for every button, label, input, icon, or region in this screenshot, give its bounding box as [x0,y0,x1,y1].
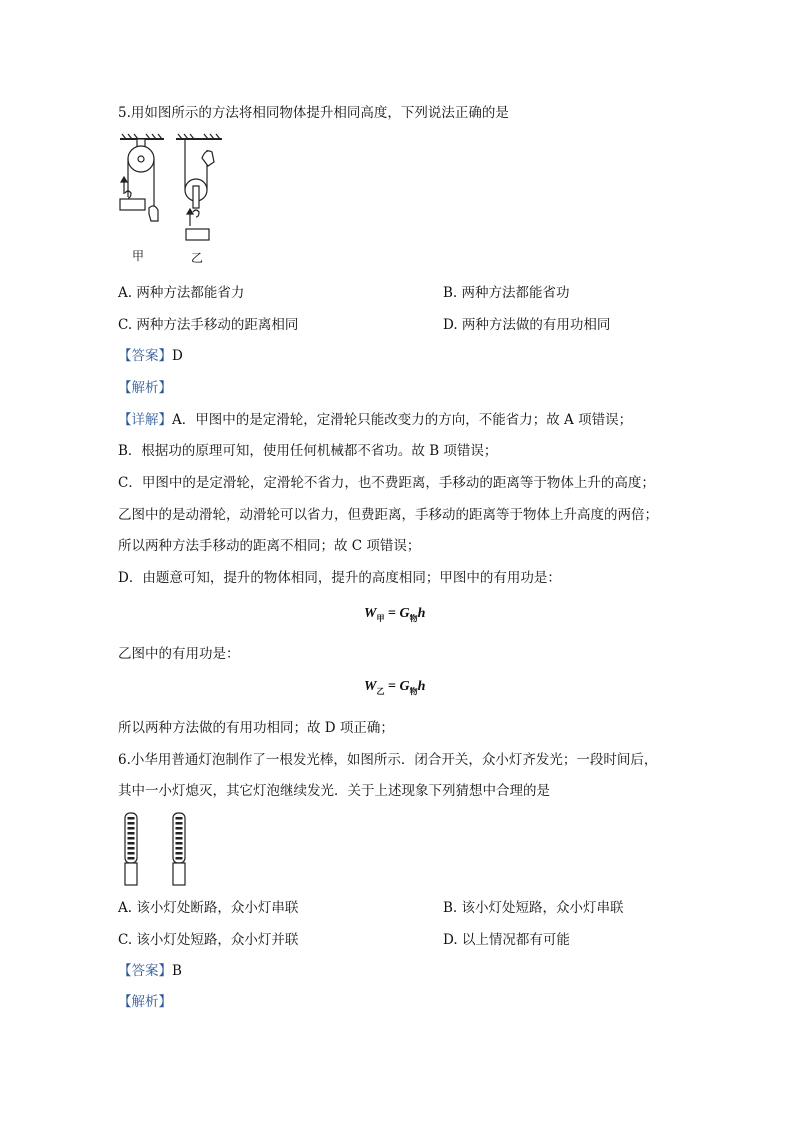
q6-option-c: C. 该小灯处短路，众小灯并联 [118,932,299,948]
formula1-g-sub: 物 [409,613,418,623]
formula2-h: h [417,679,426,694]
formula2-g-sub: 物 [409,686,418,696]
q5-option-b: B. 两种方法都能省功 [443,285,570,301]
q5-detail-c2: 乙图中的是动滑轮，动滑轮可以省力，但费距离，手移动的距离等于物体上升高度的两倍； [118,507,658,523]
formula2-w: W [364,679,377,694]
q5-detail-b: B．根据功的原理可知，使用任何机械都不省功。故 B 项错误； [118,443,498,459]
pulley-figure [118,132,228,267]
q6-option-b: B. 该小灯处短路，众小灯串联 [443,900,624,916]
formula-w-yi [364,679,425,697]
light-stick-figure [122,812,192,888]
formula1-w-sub: 甲 [376,613,385,623]
q5-detail-a: A．甲图中的是定滑轮，定滑轮只能改变力的方向，不能省力；故 A 项错误； [172,412,633,428]
q5-option-d: D. 两种方法做的有用功相同 [443,317,611,333]
fixed-pulley [120,134,164,221]
q5-detail-a-line [118,410,632,430]
q5-answer-tag: 【答案】 [118,348,172,364]
q5-detail-c3: 所以两种方法手移动的距离不相同；故 C 项错误； [118,538,421,554]
q5-answer: D [172,348,183,364]
q5-detail-tag: 【详解】 [118,412,172,428]
figure-label-yi: 乙 [191,251,204,265]
q5-option-c: C. 两种方法手移动的距离相同 [118,317,299,333]
q5-detail-d3: 所以两种方法做的有用功相同；故 D 项正确； [118,720,394,736]
q5-stem: 5.用如图所示的方法将相同物体提升相同高度，下列说法正确的是 [118,105,509,121]
light-stick-diagram [122,812,192,888]
q6-option-d: D. 以上情况都有可能 [443,932,570,948]
q6-answer: B [172,963,182,979]
q6-answer-tag: 【答案】 [118,963,172,979]
q6-stem-line1: 6.小华用普通灯泡制作了一根发光棒，如图所示．闭合开关，众小灯齐发光；一段时间后， [118,752,658,768]
formula1-w: W [364,606,377,621]
formula2-eq: = [387,679,396,694]
q6-analysis-tag: 【解析】 [118,994,172,1010]
movable-pulley [176,134,222,240]
q5-option-a: A. 两种方法都能省力 [118,285,245,301]
formula1-h: h [417,606,426,621]
q6-option-a: A. 该小灯处断路，众小灯串联 [118,900,299,916]
q5-detail-c1: C．甲图中的是定滑轮，定滑轮不省力，也不费距离，手移动的距离等于物体上升的高度； [118,475,655,491]
light-stick-right [173,813,185,885]
formula2-w-sub: 乙 [376,686,385,696]
q6-stem-line2: 其中一小灯熄灭，其它灯泡继续发光．关于上述现象下列猜想中合理的是 [118,783,550,799]
light-stick-left [125,813,137,885]
figure-label-jia: 甲 [132,249,145,263]
q6-answer-line [118,961,182,981]
q5-detail-d2: 乙图中的有用功是： [118,646,240,662]
q5-detail-d1: D．由题意可知，提升的物体相同，提升的高度相同；甲图中的有用功是： [118,570,561,586]
formula2-g: G [399,679,410,694]
formula1-g: G [399,606,410,621]
formula1-eq: = [387,606,396,621]
formula-w-jia [364,606,425,624]
q5-analysis-tag: 【解析】 [118,380,172,396]
q5-answer-line [118,346,183,366]
